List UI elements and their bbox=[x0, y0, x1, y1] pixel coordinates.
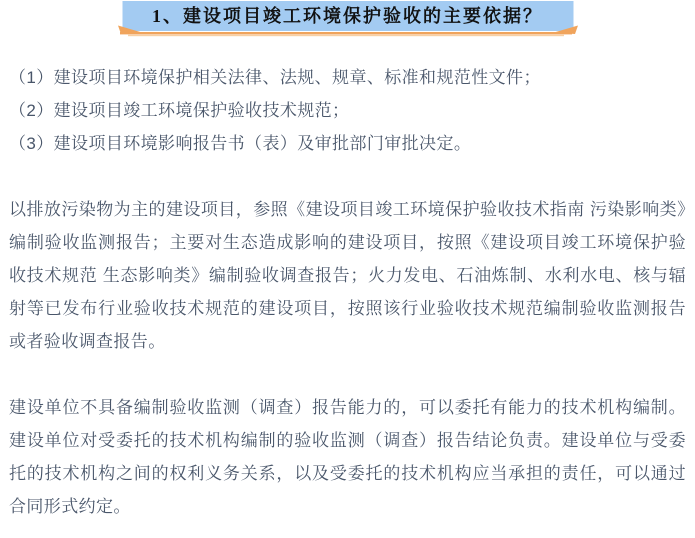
legal-basis-item-1: （1）建设项目环境保护相关法律、法规、规章、标准和规范性文件； bbox=[9, 68, 541, 87]
article-body bbox=[0, 61, 695, 523]
swoosh-underline-icon bbox=[118, 25, 578, 39]
section-header bbox=[0, 0, 695, 40]
legal-basis-item-3: （3）建设项目环境影响报告书（表）及审批部门审批决定。 bbox=[9, 134, 472, 153]
title-underline-decoration bbox=[118, 25, 578, 39]
legal-basis-item-2: （2）建设项目竣工环境保护验收技术规范； bbox=[9, 101, 350, 120]
body-paragraph-report-types: 以排放污染物为主的建设项目，参照《建设项目竣工环境保护验收技术指南 污染影响类》编制验收监测报告；主要对生态造成影响的建设项目，按照《建设项目竣工环境保护验收技术规范 生态影响类》编制验收调查报告；火力发电、石油炼制、水利水电、核与辐射等已发布行业验收技术规范的建设项目，按照该行业验收技术规范编制验收监测报告或者验收调查报告。 bbox=[9, 200, 686, 351]
section-title: 1、建设项目竣工环境保护验收的主要依据？ bbox=[122, 1, 573, 31]
body-paragraph-entrustment: 建设单位不具备编制验收监测（调查）报告能力的，可以委托有能力的技术机构编制。建设单位对受委托的技术机构编制的验收监测（调查）报告结论负责。建设单位与受委托的技术机构之间的权利义务关系，以及受委托的技术机构应当承担的责任，可以通过合同形式约定。 bbox=[9, 398, 686, 516]
